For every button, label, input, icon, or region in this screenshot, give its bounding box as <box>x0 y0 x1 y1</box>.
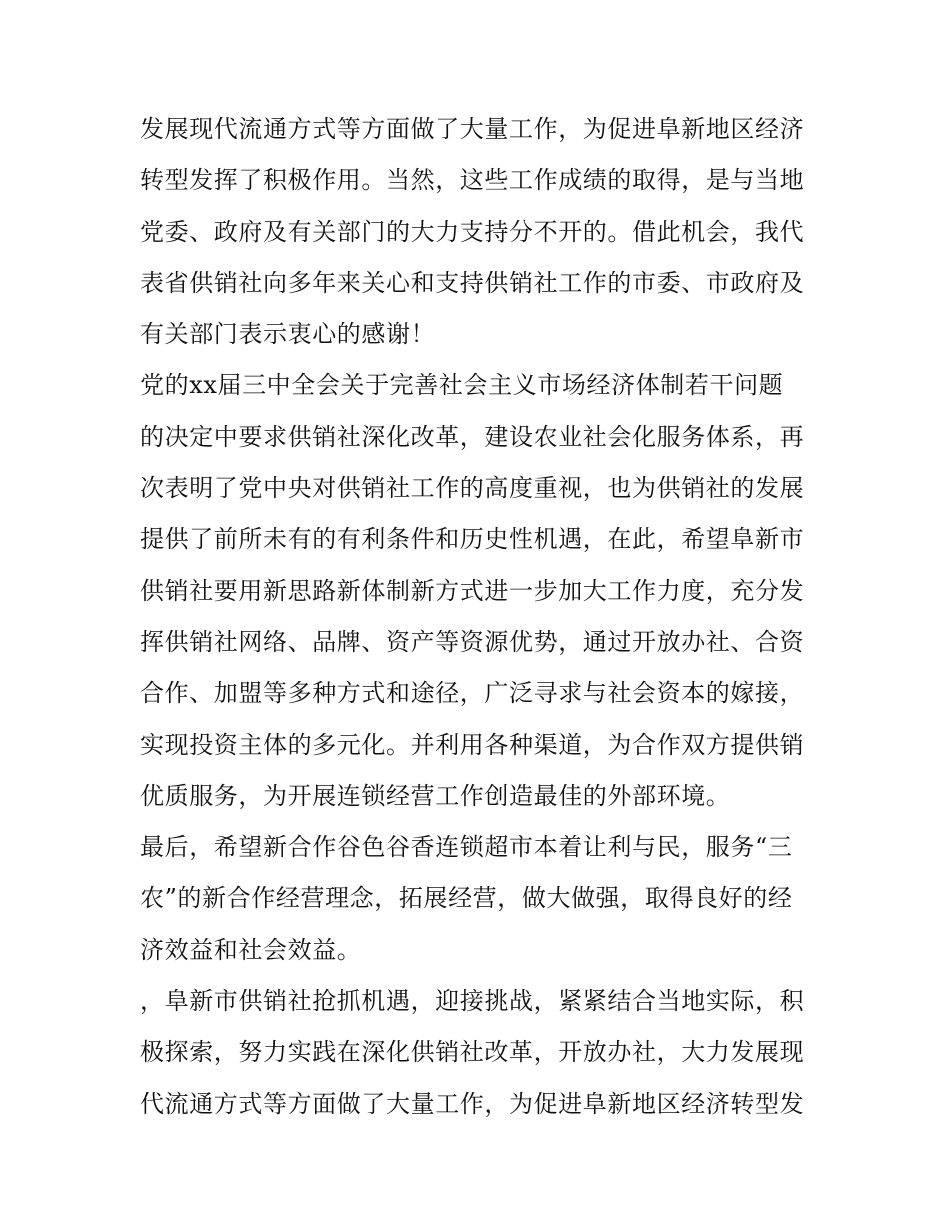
text-line: 济效益和社会效益。 <box>140 935 362 964</box>
text-line: 的决定中要求供销社深化改革，建设农业社会化服务体系，再 <box>140 422 805 451</box>
paragraph-4 <box>140 976 820 1130</box>
text-line: 合作、加盟等多种方式和途径，广泛寻求与社会资本的嫁接， <box>140 679 805 708</box>
text-line: 代流通方式等方面做了大量工作，为促进阜新地区经济转型发 <box>140 1089 805 1118</box>
text-line: 有关部门表示衷心的感谢！ <box>140 320 436 349</box>
text-line: 实现投资主体的多元化。并利用各种渠道，为合作双方提供销 <box>140 730 805 759</box>
text-line: 极探索，努力实践在深化供销社改革，开放办社，大力发展现 <box>140 1038 805 1067</box>
text-line: 次表明了党中央对供销社工作的高度重视，也为供销社的发展 <box>140 474 805 503</box>
text-line: 农”的新合作经营理念，拓展经营，做大做强，取得良好的经 <box>140 884 793 913</box>
text-line: ，阜新市供销社抢抓机遇，迎接挑战，紧紧结合当地实际，积 <box>140 987 805 1016</box>
text-line: 挥供销社网络、品牌、资产等资源优势，通过开放办社、合资 <box>140 627 805 656</box>
text-line: 党的xx届三中全会关于完善社会主义市场经济体制若干问题 <box>140 371 784 400</box>
paragraph-2 <box>140 360 820 822</box>
text-line: 供销社要用新思路新体制新方式进一步加大工作力度，充分发 <box>140 576 805 605</box>
text-line: 发展现代流通方式等方面做了大量工作，为促进阜新地区经济 <box>140 115 805 143</box>
text-line: 党委、政府及有关部门的大力支持分不开的。借此机会，我代 <box>140 217 805 246</box>
paragraph-1 <box>140 104 820 360</box>
paragraph-3 <box>140 822 820 976</box>
text-line: 最后，希望新合作谷色谷香连锁超市本着让利与民，服务“三 <box>140 833 793 862</box>
text-line: 表省供销社向多年来关心和支持供销社工作的市委、市政府及 <box>140 268 805 297</box>
text-line: 优质服务，为开展连锁经营工作创造最佳的外部环境。 <box>140 781 731 810</box>
document-body <box>140 104 820 1130</box>
text-line: 转型发挥了积极作用。当然，这些工作成绩的取得，是与当地 <box>140 166 805 195</box>
text-line: 提供了前所未有的有利条件和历史性机遇，在此，希望阜新市 <box>140 525 805 554</box>
